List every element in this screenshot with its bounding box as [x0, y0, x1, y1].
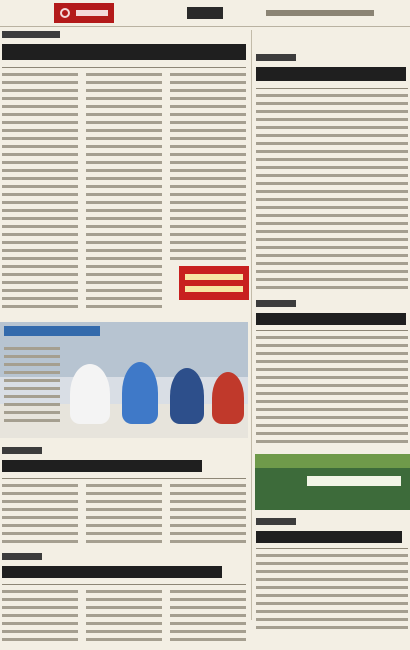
advertisement-banner [255, 454, 410, 510]
article-4-headline [256, 67, 406, 81]
article-2-col-3 [170, 484, 246, 548]
article-6-headline [256, 531, 402, 543]
article-5-headline [256, 313, 406, 325]
article-1-kicker [2, 31, 60, 38]
article-2-rule [2, 478, 246, 479]
article-3-col-1 [2, 590, 78, 646]
photo-caption [4, 326, 100, 336]
masthead-logo [54, 3, 114, 23]
masthead-emblem-icon [60, 8, 70, 18]
article-1-col-1 [2, 73, 78, 313]
article-6-rule [256, 548, 408, 549]
article-1-col-2 [86, 73, 162, 313]
section-title [150, 5, 260, 21]
article-4-body [256, 94, 408, 294]
masthead-wordmark [76, 10, 108, 16]
article-3-rule [2, 584, 246, 585]
column-divider [251, 30, 252, 620]
article-5-body [256, 336, 408, 448]
article-1-col-3 [170, 73, 246, 265]
article-3-kicker [2, 553, 42, 560]
article-3-headline [2, 566, 222, 578]
article-2-kicker [2, 447, 42, 454]
article-6-kicker [256, 518, 296, 525]
article-2-col-2 [86, 484, 162, 548]
article-3-col-3 [170, 590, 246, 646]
article-4-rule [256, 88, 408, 89]
article-6-body [256, 554, 408, 634]
article-2-col-1 [2, 484, 78, 548]
page-header [0, 0, 410, 27]
slogan-box [179, 266, 249, 300]
article-5-rule [256, 330, 408, 331]
photo-side-text [4, 347, 60, 427]
ad-text [307, 476, 401, 486]
article-2-headline [2, 460, 202, 472]
article-1-rule [2, 67, 246, 68]
article-4-kicker [256, 54, 296, 61]
article-1-headline [2, 44, 246, 60]
article-5-kicker [256, 300, 296, 307]
article-3-col-2 [86, 590, 162, 646]
issue-info [266, 10, 374, 16]
